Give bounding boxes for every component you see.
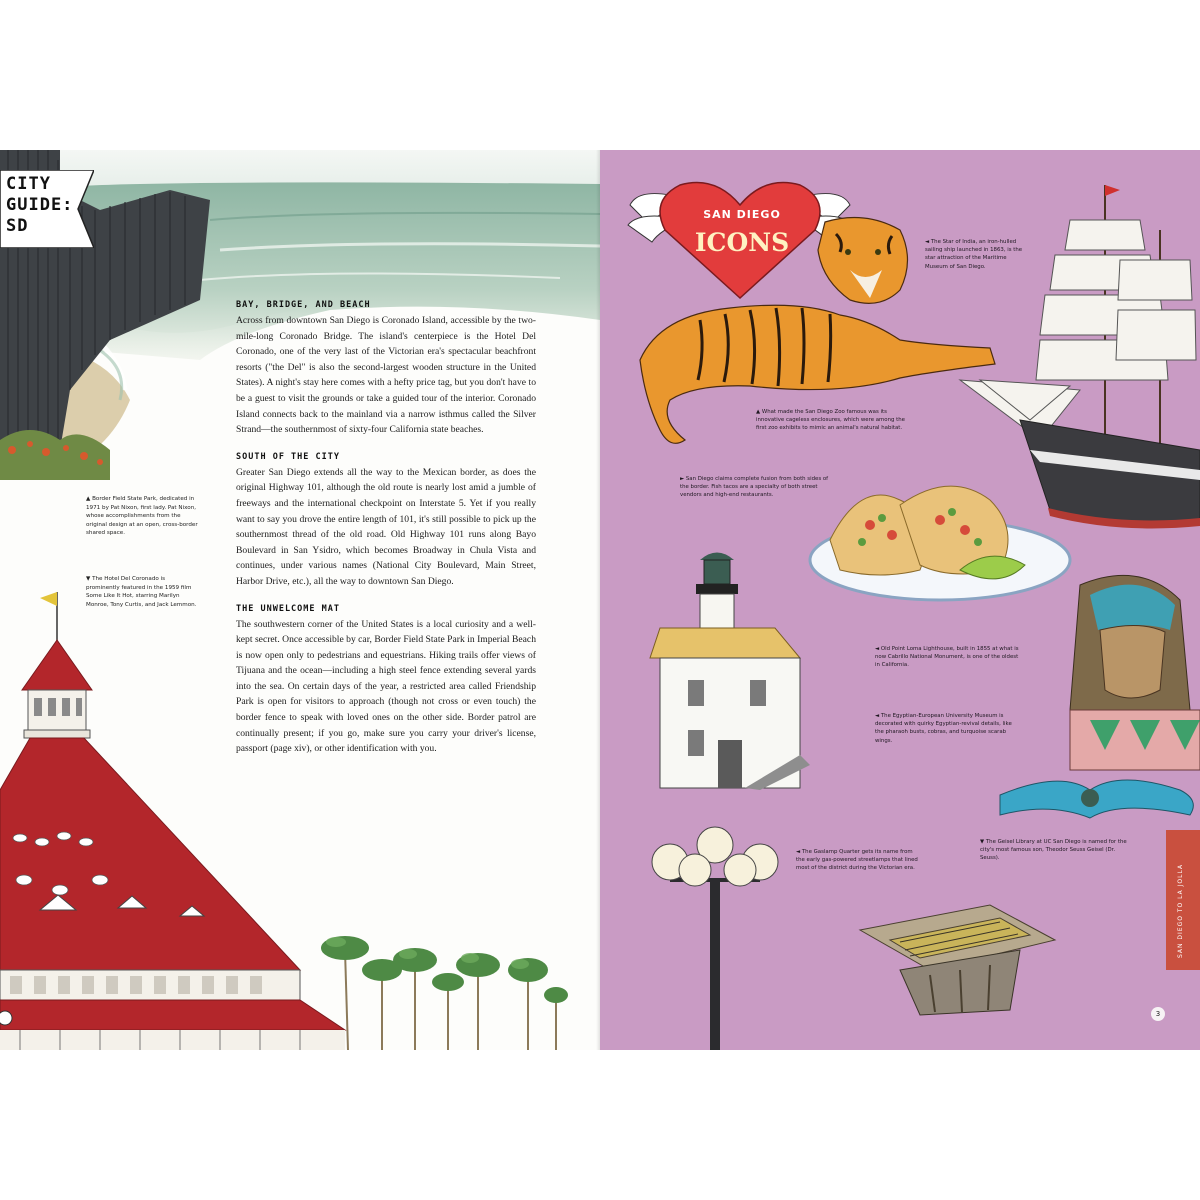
- icons-illustrations: [600, 150, 1200, 1050]
- section-paragraph: The southwestern corner of the United States is a local curiosity and a well-kept secret. Once accessible by car, Border Field State Park in Imperial Beach is now open only to pedestrians and equestrians. Hiking trails offer views of Tijuana and the ocean—including a high steel fence extending several yards into the sea. On certain days of the year, a restricted area called Friendship Park is open for visitors to approach (though not cross or even touch) the border fence to speak with loved ones on the other side. Border patrol are continually present; if you go, make sure you carry your driver's license, passport (page xiv), or other identification with you.: [236, 618, 536, 755]
- caption-tacos: ► San Diego claims complete fusion from both sides of the border. Fish tacos are a specialty of both street vendors and high-end restaurants.: [680, 476, 829, 499]
- caption-egyptian-museum: ◄ The Egyptian-European University Museum is decorated with quirky Egyptian-revival details, like the pharaoh busts, cobras, and turquoise scarab wings.: [875, 713, 1012, 744]
- heart-title-bottom: ICONS: [694, 228, 790, 257]
- caption-gaslamp: ◄ The Gaslamp Quarter gets its name from the early gas-powered streetlamps that lined most of the district during the Victorian era.: [796, 849, 918, 872]
- caption-zoo: ▲ What made the San Diego Zoo famous was its innovative cageless enclosures, which were among the first zoo exhibits to mimic an animal's natural habitat.: [756, 409, 905, 432]
- section-heading: THE UNWELCOME MAT: [236, 603, 340, 614]
- caption-geisel-library: ▼ The Geisel Library at UC San Diego is named for the city's most famous son, Theodor Seuss Geisel (Dr. Seuss).: [980, 839, 1127, 862]
- streetlamp-illustration: [652, 827, 778, 1050]
- section-paragraph: Across from downtown San Diego is Coronado Island, accessible by the two-mile-long Coronado Bridge. The island's centerpiece is the Hotel Del Coronado, one of the very last of the Victorian era's spectacular beachfront resorts ("the Del" is also the second-largest wooden structure in the United States). A night's stay here comes with a hefty price tag, but you don't have to be a guest to visit the grounds or take a guided tour of the interior. Coronado Island connects back to the mainland via a narrow isthmus called the Silver Strand—the southernmost of sixty-four California state beaches.: [236, 315, 536, 436]
- banner-line-1: CITY: [6, 174, 51, 194]
- fish-tacos-illustration: [810, 486, 1070, 600]
- left-page: [0, 150, 600, 1050]
- lighthouse-illustration: [650, 553, 810, 791]
- section-heading: SOUTH OF THE CITY: [236, 451, 340, 462]
- section-heading: BAY, BRIDGE, AND BEACH: [236, 300, 371, 310]
- chapter-side-tab: [1166, 830, 1200, 970]
- sphinx-bust-illustration: [1000, 575, 1200, 818]
- caption-lighthouse: ◄ Old Point Loma Lighthouse, built in 1855 at what is now Cabrillo National Monument, is one of the oldest in California.: [875, 646, 1019, 669]
- banner-line-3: SD: [6, 216, 29, 236]
- section-paragraph: Greater San Diego extends all the way to the Mexican border, as does the original Highway 101, although the old route is nearly lost amid a jumble of freeways and the international checkpoint on Interstate 5. Yet if you really want to say you drove the entire length of 101, it's still possible to pick up the southernmost thread of the old road. Old Highway 101 runs along Bayo Boulevard in San Ysidro, which becomes Broadway in Chula Vista and continues, under various names (National City Boulevard, Main Street, Harbor Drive, etc.), all the way to downtown San Diego.: [236, 466, 536, 587]
- banner-line-2: GUIDE:: [6, 195, 74, 215]
- caption-border-park: ▲ Border Field State Park, dedicated in 1971 by Pat Nixon, first lady. Pat Nixon, whose accomplishments from the original design at an open, cross-border shared space.: [86, 496, 198, 537]
- caption-star-of-india: ◄ The Star of India, an iron-hulled sailing ship launched in 1863, is the star attraction of the Maritime Museum of San Diego.: [925, 239, 1023, 270]
- caption-hotel-del: ▼ The Hotel Del Coronado is prominently featured in the 1959 film Some Like It Hot, starring Marilyn Monroe, Tony Curtis, and Jack Lemmon.: [86, 576, 197, 608]
- book-spread: [0, 150, 1200, 1050]
- city-guide-label: [6, 174, 84, 237]
- library-illustration: [860, 905, 1055, 1015]
- page-number: 3: [1151, 1007, 1165, 1021]
- heart-title-top: SAN DIEGO: [703, 208, 781, 221]
- sailing-ship-illustration: [960, 185, 1200, 528]
- chapter-side-tab-label: SAN DIEGO TO LA JOLLA: [1177, 863, 1184, 958]
- palm-trees-illustration: [300, 920, 580, 1050]
- right-page: [600, 150, 1200, 1050]
